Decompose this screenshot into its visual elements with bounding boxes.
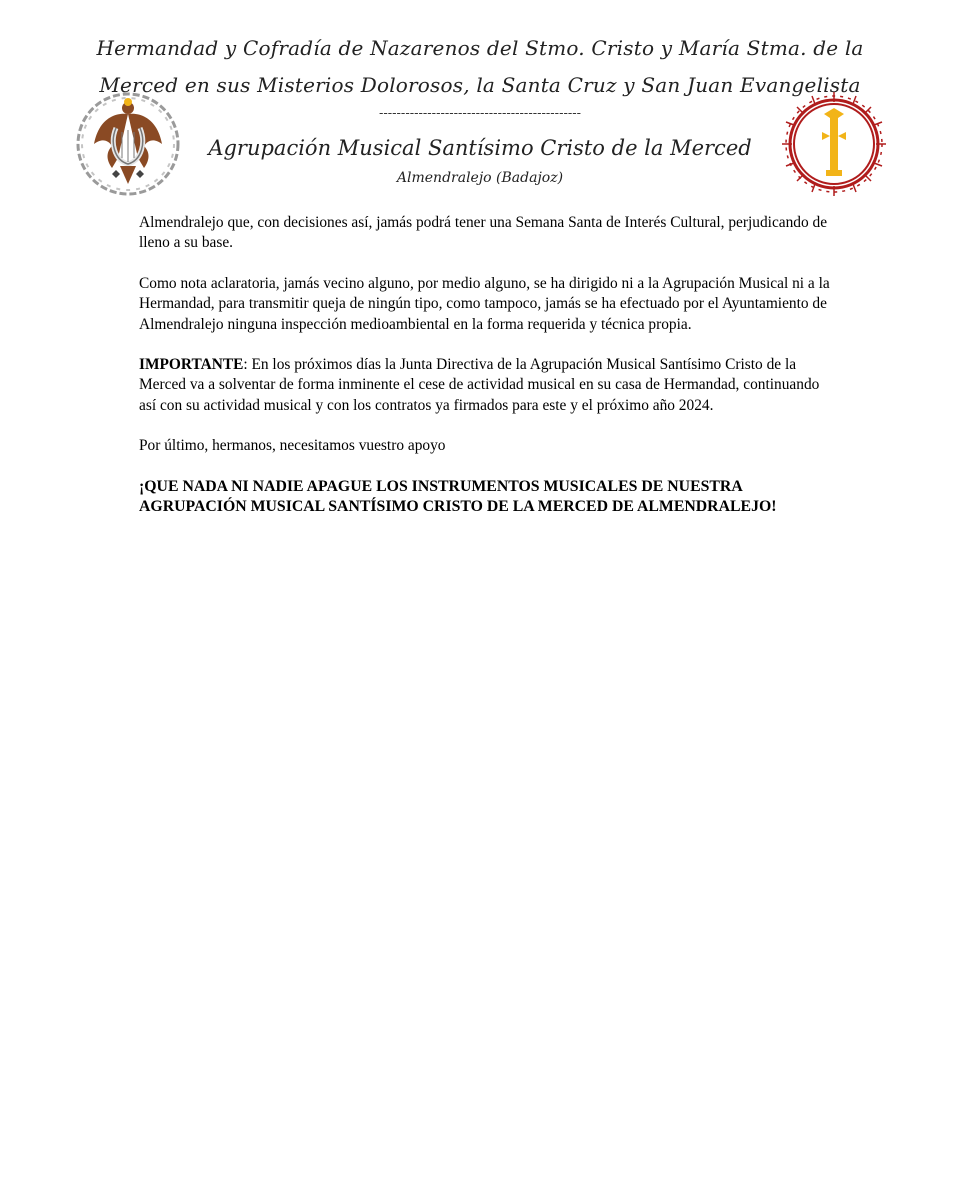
paragraph-4: Por último, hermanos, necesitamos vuestro apoyo bbox=[139, 437, 446, 455]
lyre-eagle-emblem-graphic bbox=[72, 88, 184, 200]
letter-body bbox=[139, 213, 839, 537]
crown-of-thorns-emblem bbox=[778, 88, 890, 200]
paragraph-2: Como nota aclaratoria, jamás vecino alguno, por medio alguno, se ha dirigido ni a la Agrupación Musical ni a la Hermandad, para transmitir queja de ningún tipo, como tampoco, jamás se ha efectuado por el Ayuntamiento de Almendralejo ninguna inspección medioambiental en la forma requerida y técnica propia. bbox=[139, 274, 830, 333]
header-separator: ---------------------------------------------- bbox=[378, 106, 582, 121]
letterhead bbox=[0, 0, 960, 210]
brotherhood-name-line2: Merced en sus Misterios Dolorosos, la Santa Cruz y San Juan Evangelista bbox=[99, 73, 861, 97]
crown-of-thorns-emblem-graphic bbox=[778, 88, 890, 200]
brotherhood-name-line1: Hermandad y Cofradía de Nazarenos del Stmo. Cristo y María Stma. de la bbox=[96, 36, 864, 60]
city-name: Almendralejo (Badajoz) bbox=[396, 170, 564, 186]
important-label: IMPORTANTE bbox=[139, 356, 244, 374]
closing-statement: ¡QUE NADA NI NADIE APAGUE LOS INSTRUMENTOS MUSICALES DE NUESTRA AGRUPACIÓN MUSICAL SANTÍSIMO CRISTO DE LA MERCED DE ALMENDRALEJO! bbox=[139, 477, 777, 516]
lyre-eagle-emblem bbox=[72, 88, 184, 200]
music-group-name: Agrupación Musical Santísimo Cristo de la Merced bbox=[208, 136, 752, 160]
paragraph-3 bbox=[139, 355, 839, 416]
paragraph-1: Almendralejo que, con decisiones así, jamás podrá tener una Semana Santa de Interés Cultural, perjudicando de lleno a su base. bbox=[139, 214, 828, 252]
important-text: : En los próximos días la Junta Directiva de la Agrupación Musical Santísimo Cristo de la Merced va a solventar de forma inminente el cese de actividad musical en su casa de Hermandad, continuando así con su actividad musical y con los contratos ya firmados para este y el próximo año 2024. bbox=[139, 356, 820, 414]
